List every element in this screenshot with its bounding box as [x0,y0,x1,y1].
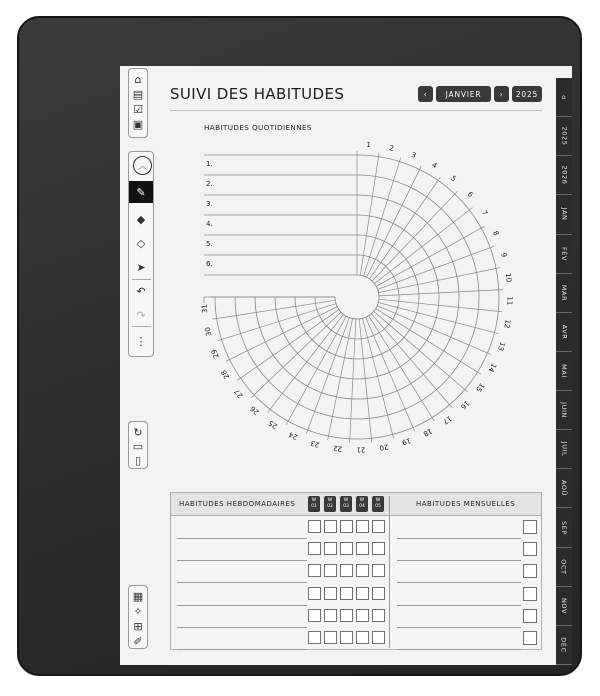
day-label: 7 [479,209,489,218]
day-spoke [237,310,339,381]
week-checkbox[interactable] [372,542,385,555]
side-tab[interactable] [556,626,572,665]
collapse-icon[interactable]: ︿ [133,156,152,175]
month-checkbox[interactable] [523,587,537,601]
day-spoke [376,309,481,375]
day-label: 29 [210,347,221,360]
eraser-icon[interactable]: ◇ [136,236,146,250]
side-tab-label: SEP [559,520,568,535]
week-checkbox[interactable] [356,587,369,600]
week-checkbox[interactable] [340,631,353,644]
week-badge [324,496,336,512]
week-badge [340,496,352,512]
week-checkbox[interactable] [340,609,353,622]
day-label: 16 [458,398,471,411]
table-row [171,627,541,650]
day-label: 24 [287,430,300,442]
monthly-habit-line[interactable] [397,649,521,650]
table-row [171,516,541,539]
side-tab-label: JUIL [560,441,568,457]
week-badge-letter: W [343,498,349,503]
day-label: 20 [378,442,390,452]
day-spoke [369,316,435,421]
table-row [171,583,541,606]
side-tab-label: 2025 [560,126,569,146]
week-badge-letter: W [311,498,317,503]
side-tab[interactable] [556,430,572,469]
day-spoke [376,226,484,286]
day-label: 25 [267,418,280,431]
table-row [171,538,541,561]
side-tab[interactable] [556,587,572,626]
side-tab-label: MAI [560,364,568,378]
day-spoke [374,311,468,392]
day-label: 2 [388,144,395,153]
day-label: 11 [505,296,514,306]
side-tab[interactable] [556,117,572,156]
home-tab[interactable] [556,78,572,117]
day-label: 23 [309,438,321,449]
week-checkbox[interactable] [324,520,337,533]
week-checkbox[interactable] [340,542,353,555]
day-spoke [350,319,356,443]
habit-label: 5. [206,240,213,248]
weekly-monthly-table [170,492,542,650]
side-tab[interactable] [556,391,572,430]
side-tab-label: JUIN [559,402,568,419]
calendar-icon[interactable]: ▦ [132,589,144,603]
week-badge-letter: W [375,498,381,503]
week-checkbox[interactable] [356,520,369,533]
day-label: 27 [232,387,245,400]
side-tab[interactable] [556,274,572,313]
day-label: 26 [248,404,261,417]
side-tab-label: OCT [560,558,568,575]
side-tab-label: DÉC [559,637,568,653]
day-label: 18 [421,426,434,438]
day-spoke [371,314,452,408]
week-checkbox[interactable] [356,609,369,622]
week-checkbox[interactable] [372,564,385,577]
week-checkbox[interactable] [372,609,385,622]
week-badge-number: 05 [375,504,381,509]
redo-icon[interactable]: ↷ [136,308,146,322]
daily-heading: HABITUDES QUOTIDIENNES [204,123,312,132]
week-checkbox[interactable] [340,564,353,577]
habit-label: 2. [206,180,213,188]
table-row [171,560,541,583]
side-tab[interactable] [556,195,572,234]
day-label: 1 [366,140,372,150]
day-label: 13 [496,340,507,352]
side-tab-label: AOÛ [560,480,569,497]
tracker-ring [335,275,379,319]
table-row [171,605,541,628]
month-checkbox[interactable] [523,520,537,534]
monthly-heading: HABITUDES MENSUELLES [416,500,516,508]
side-tab-label: FÉV [560,246,568,261]
week-badge-number: 02 [327,504,333,509]
page-icon[interactable]: ▯ [134,453,142,467]
home-icon[interactable]: ⌂ [134,72,142,86]
week-badge [372,496,384,512]
month-checkbox[interactable] [523,631,537,645]
week-checkbox[interactable] [308,587,321,600]
week-checkbox[interactable] [324,564,337,577]
day-spoke [379,290,503,296]
week-checkbox[interactable] [324,587,337,600]
week-checkbox[interactable] [356,542,369,555]
week-badge-letter: W [327,498,333,503]
day-label: 6 [465,190,475,200]
habit-label: 1. [206,160,213,168]
table-header [171,493,541,516]
day-label: 12 [502,318,512,330]
side-tab-label: 2026 [560,165,569,185]
side-tab[interactable] [556,352,572,391]
week-checkbox[interactable] [308,631,321,644]
day-spoke [226,307,337,362]
year-button[interactable]: 2025 [512,86,542,102]
day-spoke [286,316,346,424]
month-checkbox[interactable] [523,542,537,556]
week-checkbox[interactable] [308,520,321,533]
tablet-frame [17,16,582,676]
week-badge [308,496,320,512]
month-button[interactable]: JANVIER [436,86,491,102]
day-spoke [372,191,457,281]
day-label: 31 [200,303,210,314]
habit-label: 4. [206,220,213,228]
week-checkbox[interactable] [308,542,321,555]
habit-label: 6. [206,260,213,268]
day-label: 30 [203,326,214,337]
day-spoke [370,177,441,279]
week-checkbox[interactable] [324,542,337,555]
day-label: 28 [219,368,232,381]
week-checkbox[interactable] [372,520,385,533]
weekly-heading: HABITUDES HEBDOMADAIRES [179,500,296,508]
day-label: 3 [410,150,418,160]
chevron-right-icon: › [499,89,504,99]
side-tab-label: AVR [559,324,568,340]
day-label: 4 [430,160,439,171]
day-spoke [379,268,500,293]
week-badge-number: 03 [343,504,349,509]
month-checkbox[interactable] [523,609,537,623]
refresh-icon[interactable]: ↻ [133,425,143,439]
day-spoke [251,312,341,397]
day-spoke [328,319,353,440]
week-checkbox[interactable] [356,631,369,644]
window-icon[interactable]: ▭ [132,439,144,453]
day-label: 5 [449,174,458,184]
day-label: 17 [441,414,454,426]
side-tab-bar [556,78,572,665]
more-icon[interactable]: ⋮ [135,334,147,348]
home-icon: ⌂ [561,93,567,102]
briefcase-icon[interactable]: ▣ [132,117,144,131]
document-icon[interactable]: ▤ [132,87,144,101]
week-checkbox[interactable] [340,587,353,600]
day-label: 9 [499,251,509,259]
side-tab-label: NOV [560,597,568,614]
week-checkbox[interactable] [372,587,385,600]
sparkle-icon[interactable]: ✧ [133,604,143,618]
day-label: 21 [356,445,366,454]
side-tab[interactable] [556,469,572,508]
layout-icon[interactable]: ⊞ [133,619,143,633]
week-badge-number: 04 [359,504,365,509]
side-tab-label: JAN [559,207,568,221]
marker-icon[interactable]: ◆ [136,212,146,226]
day-label: 14 [486,361,498,374]
undo-icon[interactable]: ↶ [136,284,146,298]
day-label: 8 [491,229,501,238]
chevron-left-icon: ‹ [423,89,428,99]
lasso-icon[interactable]: ➤ [136,260,146,274]
habit-label: 3. [206,200,213,208]
week-checkbox[interactable] [308,564,321,577]
day-label: 19 [400,436,412,447]
week-checkbox[interactable] [356,564,369,577]
page-title: SUIVI DES HABITUDES [170,85,345,103]
side-tab[interactable] [556,235,572,274]
week-checkbox[interactable] [308,609,321,622]
week-checkbox[interactable] [324,609,337,622]
pencil-icon[interactable]: ✐ [133,634,143,648]
day-label: 10 [503,272,513,283]
week-badge-letter: W [359,498,365,503]
checkbox-icon[interactable]: ☑ [133,102,143,116]
side-tab[interactable] [556,313,572,352]
month-checkbox[interactable] [523,564,537,578]
week-badge-number: 01 [311,504,317,509]
screen [120,66,572,665]
side-tab-label: MAR [560,284,568,301]
weekly-habit-line[interactable] [177,649,307,650]
day-label: 15 [474,381,486,394]
side-tab[interactable] [556,156,572,195]
day-label: 22 [332,443,343,453]
pen-icon[interactable]: ✎ [129,181,153,203]
day-spoke [367,166,422,277]
week-checkbox[interactable] [340,520,353,533]
side-tab[interactable] [556,548,572,587]
week-checkbox[interactable] [372,631,385,644]
week-checkbox[interactable] [324,631,337,644]
side-tab[interactable] [556,508,572,547]
week-badge [356,496,368,512]
